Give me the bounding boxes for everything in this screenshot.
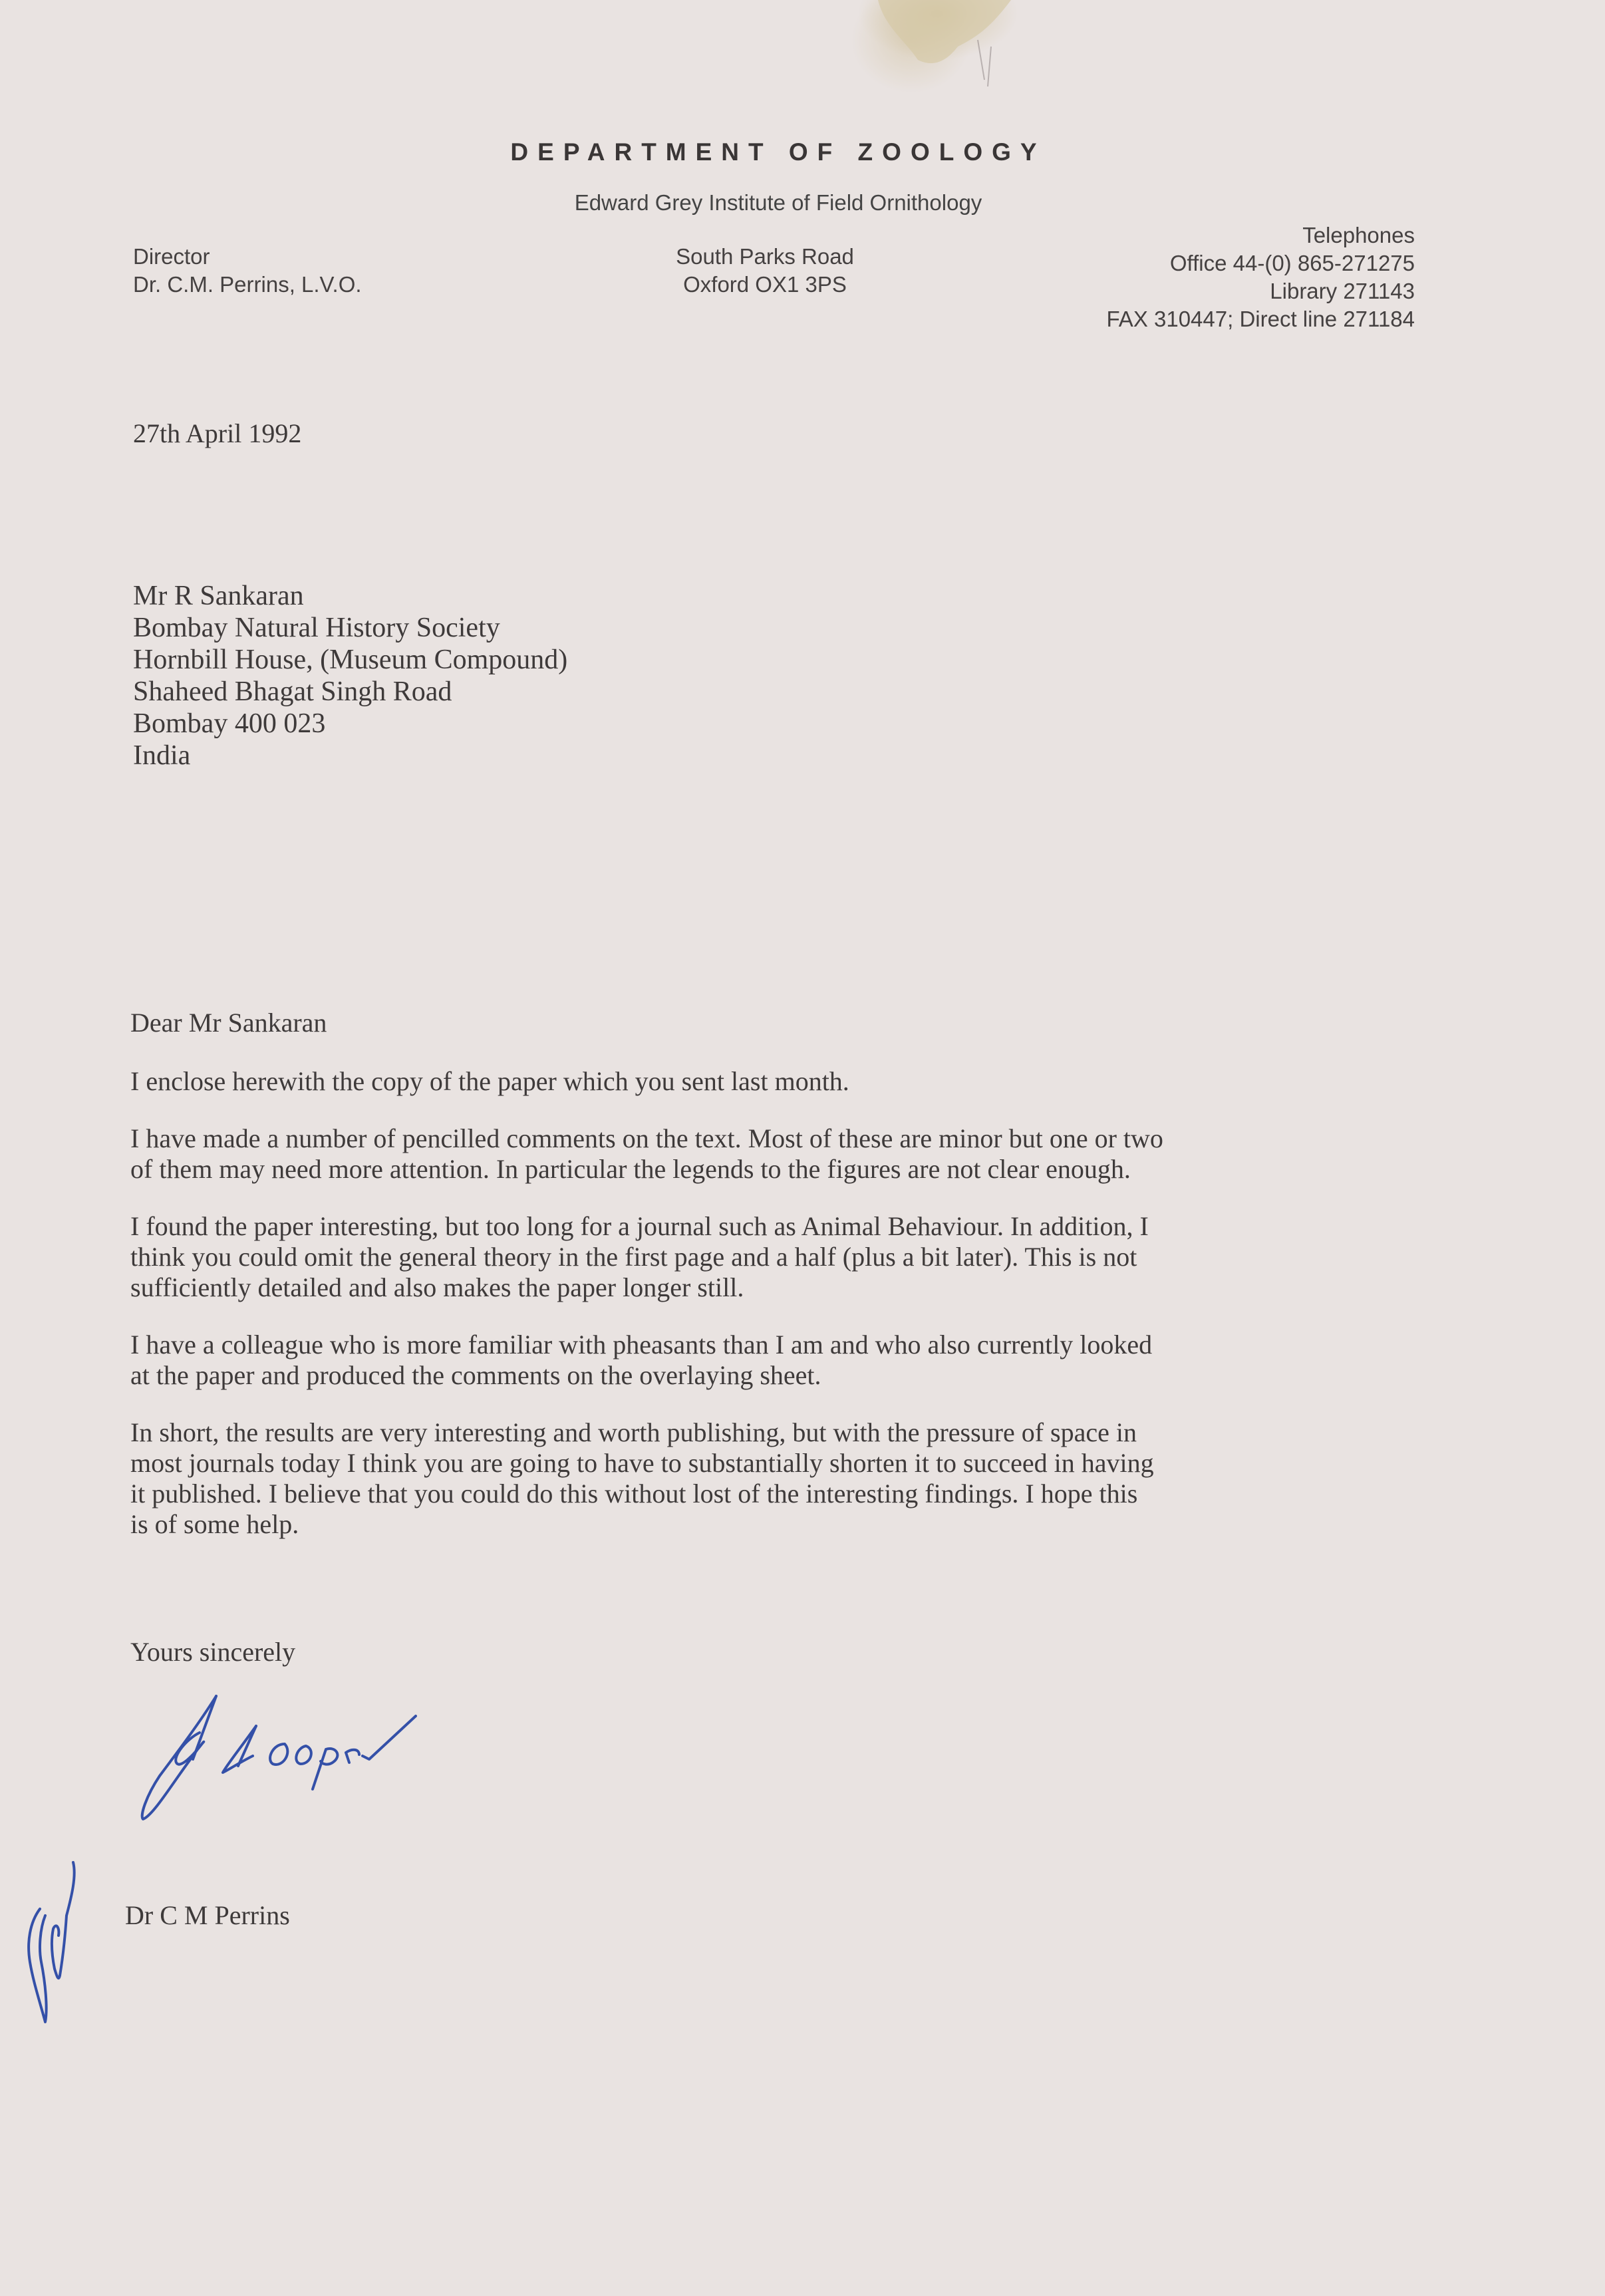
recipient-line: Shaheed Bhagat Singh Road xyxy=(133,676,452,707)
recipient-address xyxy=(133,580,567,772)
closing-phrase: Yours sincerely xyxy=(130,1637,296,1667)
coffee-stain-mark xyxy=(851,0,1064,120)
body-line: at the paper and produced the comments on the overlaying sheet. xyxy=(130,1360,821,1390)
letter-body xyxy=(130,1008,1434,1566)
body-paragraph xyxy=(130,1330,1434,1391)
director-title: Director xyxy=(133,244,210,269)
address-line-2: Oxford OX1 3PS xyxy=(683,272,847,297)
letter-date: 27th April 1992 xyxy=(133,418,302,448)
telephones-heading: Telephones xyxy=(1302,223,1415,247)
body-line: I enclose herewith the copy of the paper which you sent last month. xyxy=(130,1066,849,1096)
salutation: Dear Mr Sankaran xyxy=(130,1008,327,1038)
telephones-block xyxy=(1106,221,1415,333)
body-paragraph xyxy=(130,1066,1434,1097)
body-line: In short, the results are very interesting and worth publishing, but with the pressure of space in xyxy=(130,1417,1137,1447)
recipient-line: Bombay 400 023 xyxy=(133,708,326,739)
body-line: I found the paper interesting, but too long for a journal such as Animal Behaviour. In addition, I xyxy=(130,1211,1149,1241)
handwritten-signature xyxy=(0,1596,506,1876)
body-paragraph xyxy=(130,1211,1434,1303)
fax-direct-line: FAX 310447; Direct line 271184 xyxy=(1106,307,1415,331)
body-paragraph xyxy=(130,1417,1434,1540)
body-line: it published. I believe that you could do this without lost of the interesting findings. I hope this xyxy=(130,1479,1138,1508)
recipient-line: Hornbill House, (Museum Compound) xyxy=(133,645,568,675)
library-phone: Library 271143 xyxy=(1270,279,1415,303)
recipient-line: India xyxy=(133,740,191,771)
body-line: is of some help. xyxy=(130,1509,299,1539)
body-paragraph xyxy=(130,1123,1434,1185)
office-phone: Office 44-(0) 865-271275 xyxy=(1169,251,1415,275)
body-line: I have made a number of pencilled comments on the text. Most of these are minor but one or two xyxy=(130,1123,1163,1153)
director-name: Dr. C.M. Perrins, L.V.O. xyxy=(133,272,362,297)
department-title: DEPARTMENT OF ZOOLOGY xyxy=(510,138,1046,166)
institute-name: Edward Grey Institute of Field Ornithology xyxy=(574,190,982,215)
body-line: I have a colleague who is more familiar with pheasants than I am and who also currently looked xyxy=(130,1330,1153,1360)
director-block xyxy=(133,243,362,299)
signatory-name: Dr C M Perrins xyxy=(125,1900,290,1930)
address-line-1: South Parks Road xyxy=(676,244,854,269)
body-line: most journals today I think you are going to have to substantially shorten it to succeed in having xyxy=(130,1448,1154,1478)
sender-address xyxy=(639,243,891,299)
body-line: sufficiently detailed and also makes the paper longer still. xyxy=(130,1272,744,1302)
body-line: of them may need more attention. In particular the legends to the figures are not clear enough. xyxy=(130,1154,1131,1184)
recipient-line: Bombay Natural History Society xyxy=(133,613,500,643)
body-line: think you could omit the general theory in the first page and a half (plus a bit later). This is not xyxy=(130,1242,1137,1272)
handwritten-initials xyxy=(0,1849,93,2049)
recipient-line: Mr R Sankaran xyxy=(133,581,304,611)
